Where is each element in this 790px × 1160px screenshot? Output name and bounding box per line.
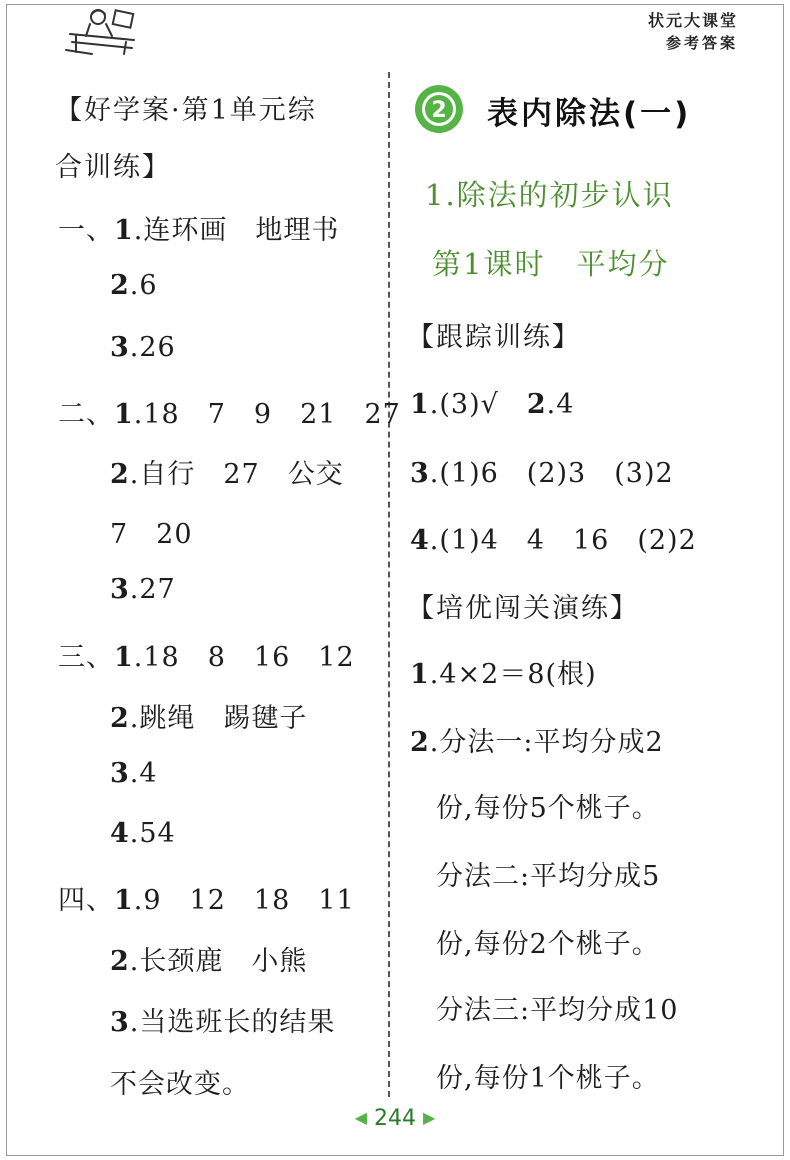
answer-line: 2.分法一:平均分成2 bbox=[410, 727, 664, 758]
answer-line: 3.27 bbox=[110, 574, 176, 605]
triangle-left-icon: ◀ bbox=[354, 1108, 367, 1127]
answer-line: 三、1.18 8 16 12 bbox=[58, 642, 355, 673]
answer-line: 4.(1)4 4 16 (2)2 bbox=[410, 525, 697, 556]
answer-line: 四、1.9 12 18 11 bbox=[58, 885, 355, 916]
answer-line: 3.4 bbox=[110, 758, 158, 789]
answer-line: 2.长颈鹿 小熊 bbox=[110, 946, 308, 977]
left-title-line2: 合训练】 bbox=[55, 152, 171, 183]
answer-line: 二、1.18 7 9 21 27 bbox=[58, 399, 401, 430]
answer-line: 3.当选班长的结果 bbox=[110, 1007, 336, 1038]
brand-subtitle: 参考答案 bbox=[665, 34, 738, 52]
answer-line: 2.6 bbox=[110, 270, 158, 301]
answer-line: 7 20 bbox=[110, 519, 193, 550]
period-title: 第1课时 平均分 bbox=[432, 247, 670, 281]
lesson-title: 1.除法的初步认识 bbox=[425, 178, 674, 212]
chapter-title: 表内除法(一) bbox=[487, 96, 692, 132]
section-number-badge bbox=[413, 83, 465, 135]
advanced-training-label: 【培优闯关演练】 bbox=[407, 593, 639, 624]
answer-line: 分法二:平均分成5 bbox=[436, 861, 661, 892]
answer-line: 4.54 bbox=[110, 818, 176, 849]
section-number: 2 bbox=[431, 98, 447, 123]
brand-title: 状元大课堂 bbox=[647, 11, 738, 30]
tracking-training-label: 【跟踪训练】 bbox=[407, 322, 581, 353]
triangle-right-icon: ▶ bbox=[423, 1108, 436, 1127]
answer-line: 份,每份2个桃子。 bbox=[436, 929, 660, 960]
answer-line: 1.4×2＝8(根) bbox=[410, 659, 597, 690]
answer-line: 一、1.连环画 地理书 bbox=[58, 215, 340, 246]
answer-line: 份,每份1个桃子。 bbox=[436, 1063, 660, 1094]
column-divider bbox=[388, 72, 390, 1097]
answer-line: 2.自行 27 公交 bbox=[110, 459, 344, 490]
header-brand bbox=[648, 10, 738, 54]
left-title-line1: 【好学案·第1单元综 bbox=[55, 95, 317, 126]
student-desk-logo-icon bbox=[62, 6, 146, 56]
page-number: 244 bbox=[374, 1106, 416, 1131]
answer-line: 份,每份5个桃子。 bbox=[436, 793, 660, 824]
answer-line: 2.跳绳 踢毽子 bbox=[110, 703, 308, 734]
answer-line: 1.(3)√ 2.4 bbox=[410, 389, 575, 420]
answer-line: 3.26 bbox=[110, 332, 176, 363]
page-number-footer bbox=[340, 1106, 450, 1136]
answer-line: 不会改变。 bbox=[110, 1069, 250, 1100]
answer-line: 3.(1)6 (2)3 (3)2 bbox=[410, 458, 674, 489]
answer-line: 分法三:平均分成10 bbox=[436, 995, 679, 1026]
